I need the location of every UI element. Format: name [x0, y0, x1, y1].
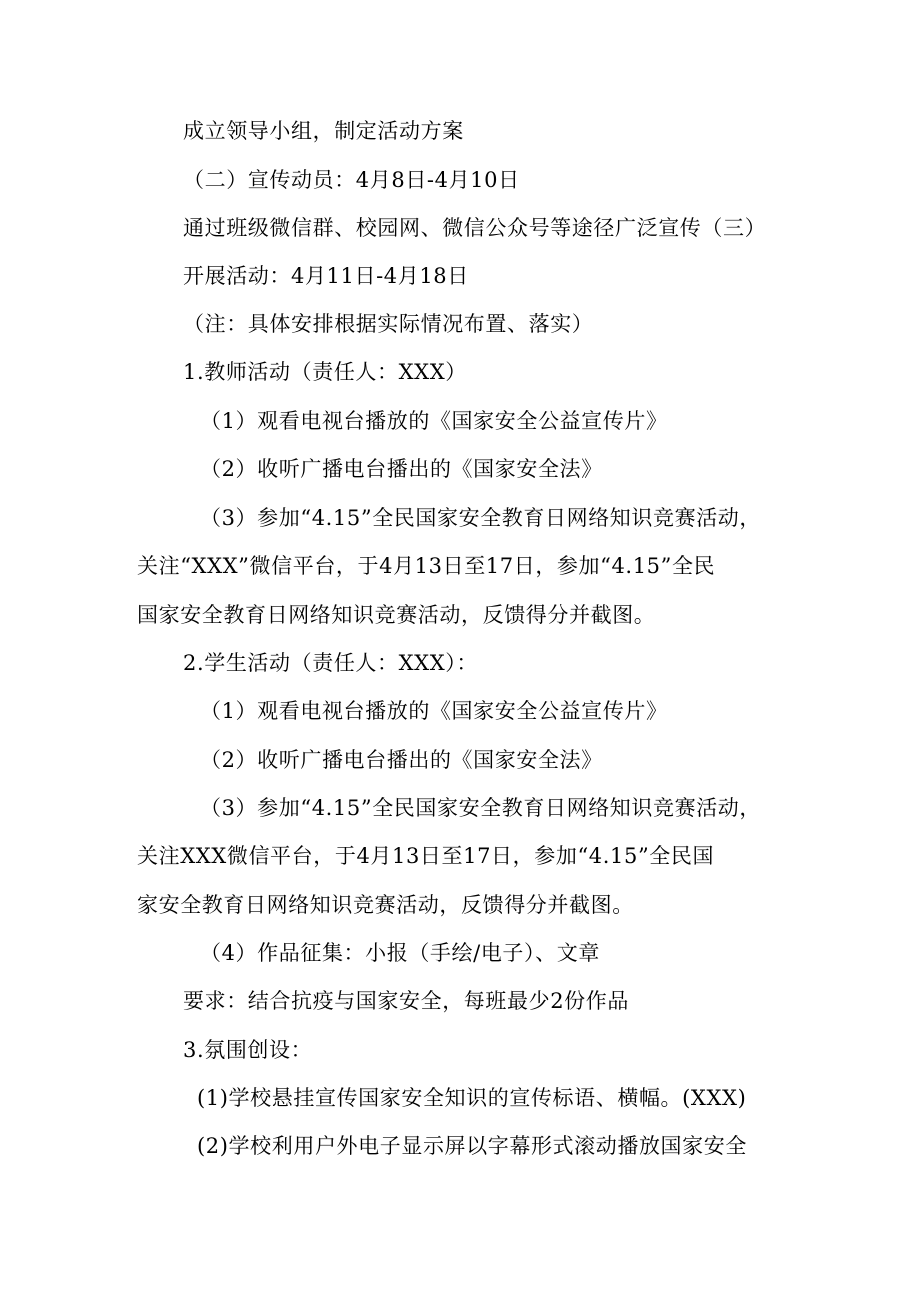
text-line-9: （3）参加“4.15”全民国家安全教育日网络知识竞赛活动， — [200, 506, 761, 530]
text-line-13: （1）观看电视台播放的《国家安全公益宣传片》 — [200, 699, 668, 723]
text-line-17: 家安全教育日网络知识竞赛活动，反馈得分并截图。 — [137, 893, 634, 917]
text-line-21: (1)学校悬挂宣传国家安全知识的宣传标语、横幅。(XXX) — [197, 1086, 747, 1110]
text-line-8: （2）收听广播电台播出的《国家安全法》 — [200, 457, 603, 481]
text-line-15: （3）参加“4.15”全民国家安全教育日网络知识竞赛活动， — [200, 796, 761, 820]
text-line-1: 成立领导小组，制定活动方案 — [183, 119, 464, 143]
text-line-4: 开展活动：4月11日-4月18日 — [183, 264, 469, 288]
text-line-6: 1.教师活动（责任人：XXX） — [183, 360, 467, 384]
text-line-2: （二）宣传动员：4月8日-4月10日 — [183, 168, 520, 192]
text-line-16: 关注XXX微信平台，于4月13日至17日，参加“4.15”全民国 — [137, 844, 715, 868]
text-line-3: 通过班级微信群、校园网、微信公众号等途径广泛宣传（三） — [183, 216, 767, 240]
text-line-10: 关注“XXX”微信平台，于4月13日至17日，参加“4.15”全民 — [137, 554, 716, 578]
text-line-19: 要求：结合抗疫与国家安全，每班最少2份作品 — [183, 989, 629, 1013]
text-line-12: 2.学生活动（责任人：XXX）： — [183, 651, 478, 675]
text-line-20: 3.氛围创设： — [183, 1038, 313, 1062]
text-line-14: （2）收听广播电台播出的《国家安全法》 — [200, 748, 603, 772]
text-line-11: 国家安全教育日网络知识竞赛活动，反馈得分并截图。 — [137, 603, 656, 627]
text-line-5: （注：具体安排根据实际情况布置、落实） — [183, 312, 594, 336]
text-line-7: （1）观看电视台播放的《国家安全公益宣传片》 — [200, 409, 668, 433]
text-line-18: （4）作品征集：小报（手绘/电子）、文章 — [200, 941, 600, 965]
text-line-22: (2)学校利用户外电子显示屏以字幕形式滚动播放国家安全 — [197, 1134, 747, 1158]
